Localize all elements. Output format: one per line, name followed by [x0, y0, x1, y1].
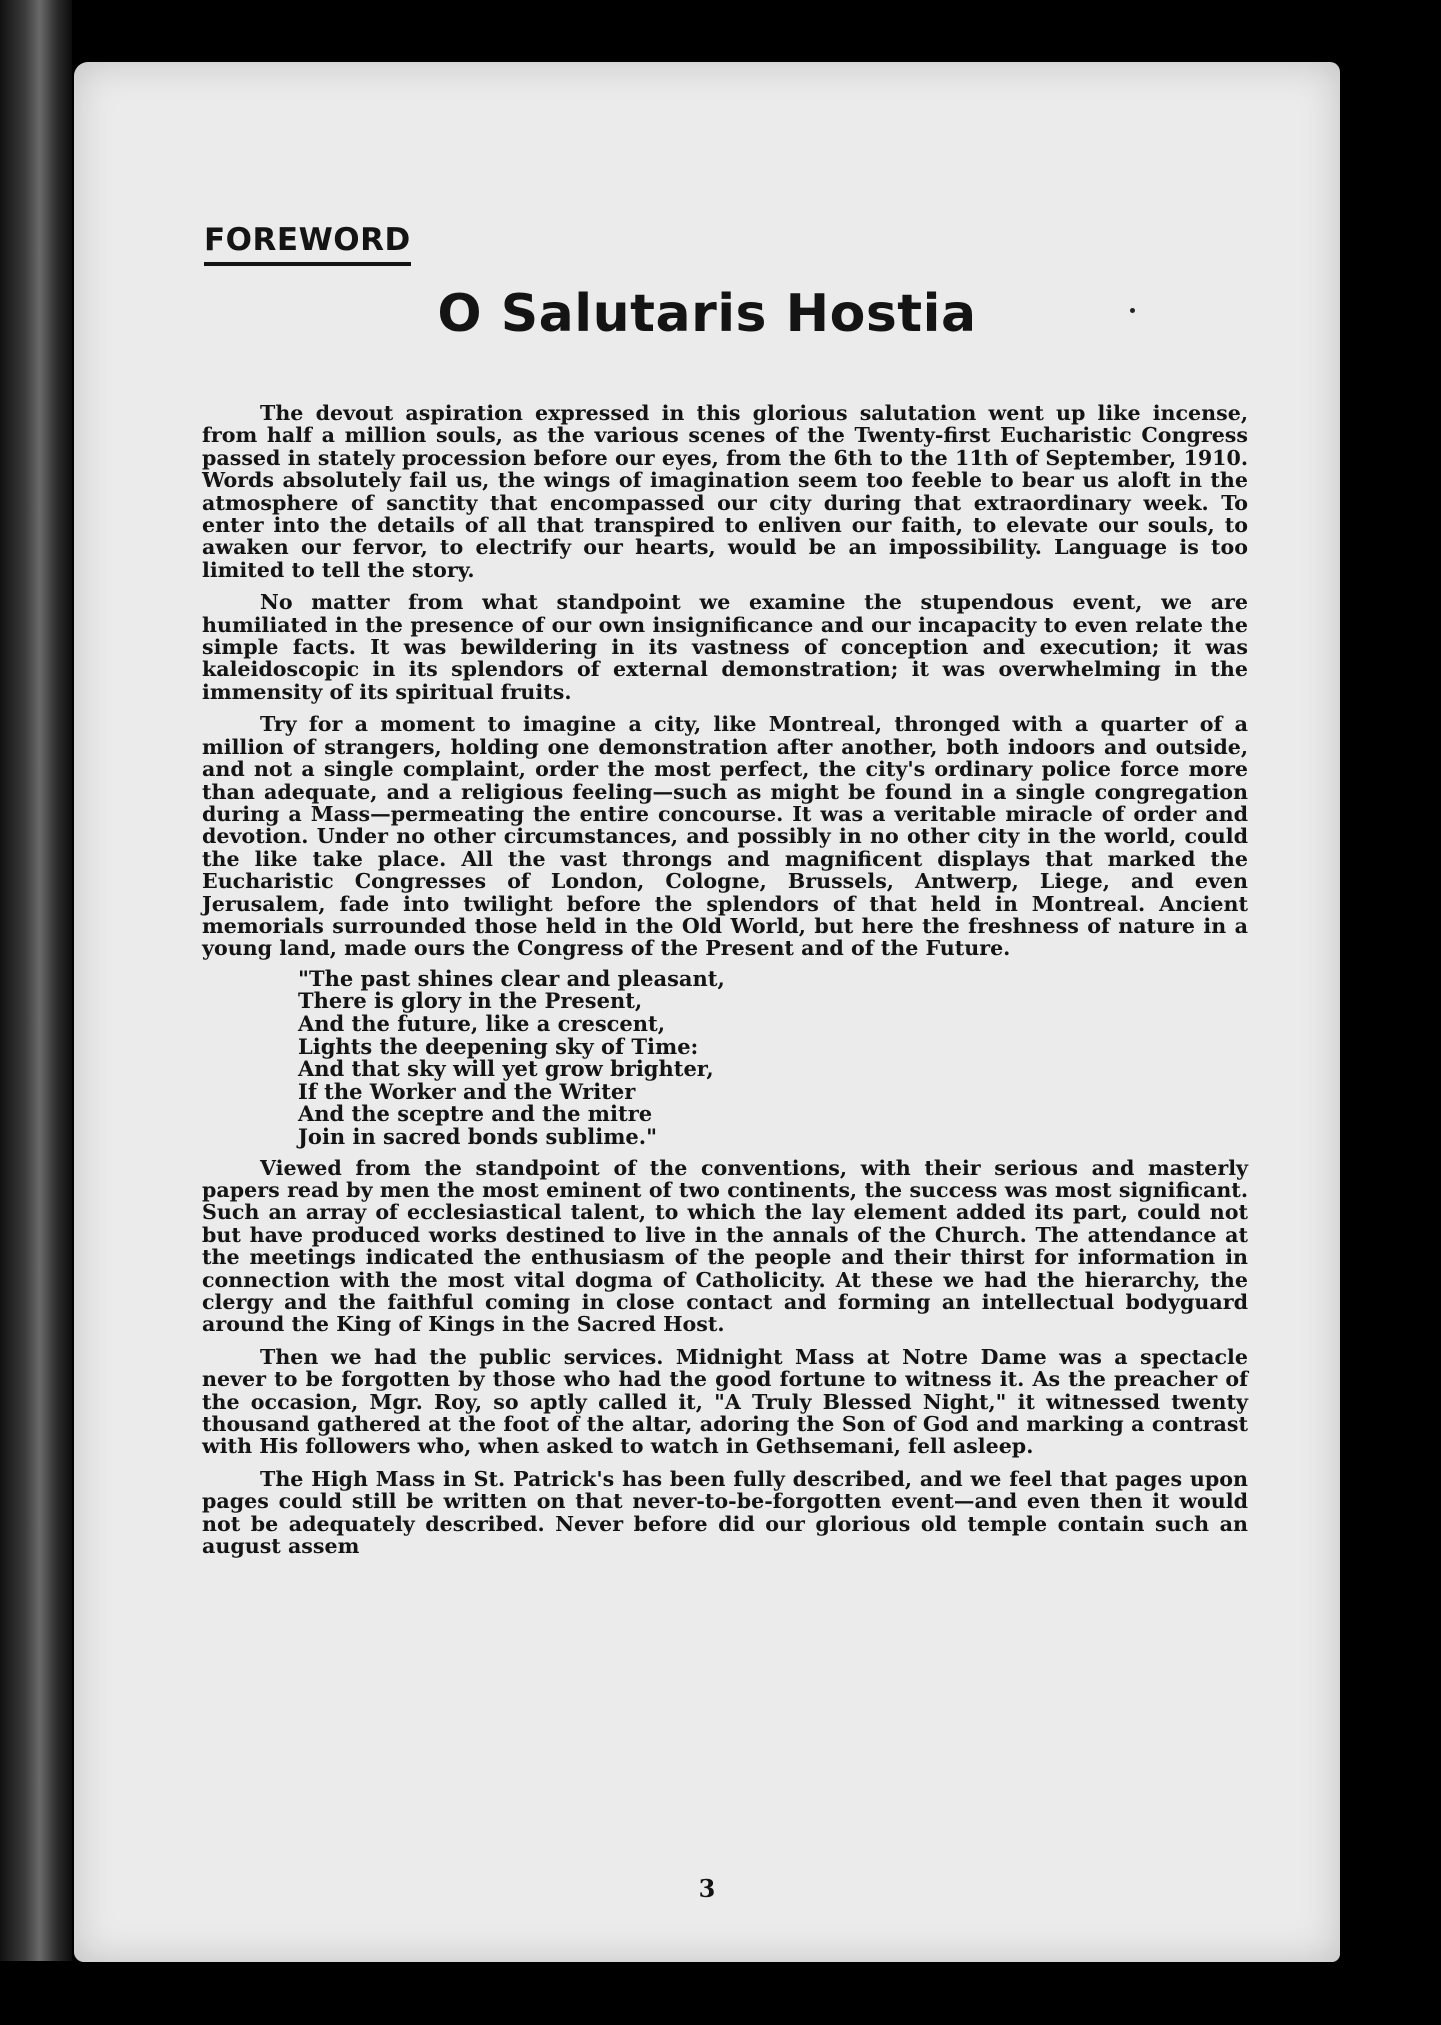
book-page — [74, 62, 1340, 1962]
ink-speck — [1130, 308, 1135, 313]
book-spine-edge — [0, 0, 72, 2025]
poem-line: Join in sacred bonds sublime." — [298, 1123, 658, 1149]
body-text — [202, 402, 1248, 1567]
poem-line: "The past shines clear and pleasant, — [298, 965, 725, 991]
poem — [298, 965, 1248, 1149]
paragraph-2: No matter from what standpoint we examine the stupendous event, we are humiliated in the presence of our own insignificance and our incapacity to even relate the simple facts. It was bewildering in its vastness of conception and execution; it was kaleidoscopic in its splendors of external demonstration; it was overwhelming in the immensity of its spiritual fruits. — [202, 590, 1248, 704]
poem-line: If the Worker and the Writer — [298, 1078, 636, 1104]
paragraph-3: Try for a moment to imagine a city, like Montreal, thronged with a quarter of a million of strangers, holding one demonstration after another, both indoors and outside, and not a single complaint, order the most perfect, the city's ordinary police force more than adequate, and a religious feeling—such as might be found in a single congregation during a Mass—permeating the entire concourse. It was a veritable miracle of order and devotion. Under no other circumstances, and possibly in no other city in the world, could the like take place. All the vast throngs and magnificent displays that marked the Eucharistic Congresses of London, Cologne, Brussels, Antwerp, Liege, and even Jerusalem, fade into twilight before the splendors of that held in Montreal. Ancient memorials surrounded those held in the Old World, but here the freshness of nature in a young land, made ours the Congress of the Present and of the Future. — [202, 712, 1248, 961]
section-label: FOREWORD — [204, 222, 411, 266]
page-number: 3 — [698, 1874, 716, 1903]
paragraph-5: Then we had the public services. Midnight Mass at Notre Dame was a spectacle never to be forgotten by those who had the good fortune to witness it. As the preacher of the occasion, Mgr. Roy, so aptly called it, "A Truly Blessed Night," it witnessed twenty thousand gathered at the foot of the altar, adoring the Son of God and marking a contrast with His followers who, when asked to watch in Gethsemani, fell asleep. — [202, 1344, 1248, 1459]
right-scan-shadow — [1341, 0, 1441, 2025]
poem-line: Lights the deepening sky of Time: — [298, 1033, 699, 1059]
page-title: O Salutaris Hostia — [437, 284, 977, 344]
poem-line: And the future, like a crescent, — [298, 1010, 666, 1036]
paragraph-4: Viewed from the standpoint of the conventions, with their serious and masterly papers read by men the most eminent of two continents, the success was most significant. Such an array of ecclesiastical talent, to which the lay element added its part, could not but have produced works destined to live in the annals of the Church. The attendance at the meetings indicated the enthusiasm of the people and their thirst for information in connection with the most vital dogma of Catholicity. At these we had the hierarchy, the clergy and the faithful coming in close contact and forming an intellectual bodyguard around the King of Kings in the Sacred Host. — [202, 1155, 1248, 1337]
paragraph-6: The High Mass in St. Patrick's has been fully described, and we feel that pages upon pages could still be written on that never-to-be-forgotten event—and even then it would not be adequately described. Never before did our glorious old temple contain such an august assem — [202, 1466, 1248, 1558]
paragraph-1: The devout aspiration expressed in this glorious salutation went up like incense, from half a million souls, as the various scenes of the Twenty-first Eucharistic Congress passed in stately procession before our eyes, from the 6th to the 11th of September, 1910. Words absolutely fail us, the wings of imagination seem too feeble to bear us aloft in the atmosphere of sanctity that encompassed our city during that extraordinary week. To enter into the details of all that transpired to enliven our faith, to elevate our souls, to awaken our fervor, to electrify our hearts, would be an impossibility. Language is too limited to tell the story. — [202, 401, 1248, 582]
poem-line: There is glory in the Present, — [298, 988, 643, 1014]
poem-line: And that sky will yet grow brighter, — [298, 1056, 714, 1082]
poem-line: And the sceptre and the mitre — [298, 1101, 653, 1127]
bottom-scan-shadow — [0, 1961, 1441, 2025]
